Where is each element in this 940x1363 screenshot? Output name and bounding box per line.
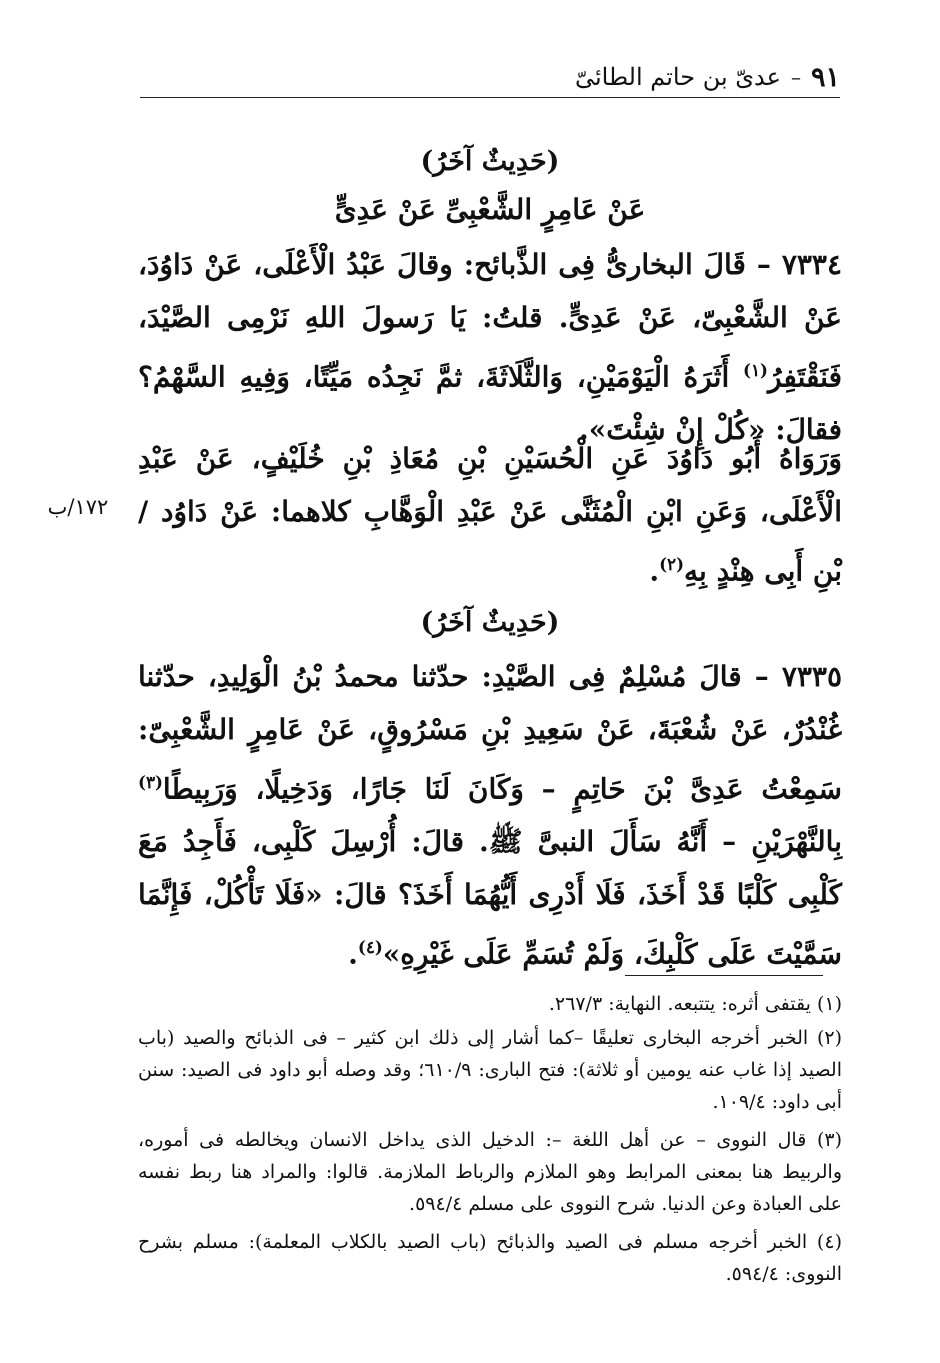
footnote-3: (٣) قال النووى – عن أهل اللغة –: الدخيل الذى يداخل الانسان ويخالطه فى أموره، والربيط هنا بمعنى المرابط وهو الملازم والرباط الملازمة. قالوا: والمراد هنا ربط نفسه على العبادة وعن الدنيا. شرح النووى على مسلم ٥٩٤/٤. [138,1129,842,1215]
narration-paragraph: وَرَوَاهُ أَبُو دَاوُدَ عَنِ الْحُسَيْنِ بْنِ مُعَاذِ بْنِ خُلَيْفٍ، عَنْ عَبْدِ الْأَعْلَى، وَعَنِ ابْنِ الْمُثَنَّى عَنْ عَبْدِ الْوَهَّابِ كلاهما: عَنْ دَاوُد / بْنِ أَبِى هِنْدٍ بِهِ$^{(٢)}$. [138,442,842,588]
footnote-marker: (١) [743,360,768,380]
footnote-1: (١) يقتفى أثره: يتتبعه. النهاية: ٢٦٧/٣. [548,993,842,1015]
running-title: عدىّ بن حاتم الطائىّ [574,63,781,91]
footnote-marker: (٤) [357,937,383,958]
page-header [140,55,840,99]
hadith-number: ٧٣٣٤ [781,248,842,281]
hadith-text: – قالَ مُسْلِمٌ فِى الصَّيْدِ: حدّثنا محمدُ بْنُ الْوَلِيدِ، حدّثنا غُنْدُرٌ، عَنْ شُعْبَةَ، عَنْ سَعِيدِ بْنِ مَسْرُوقٍ، عَنْ عَامِرٍ الشَّعْبِىّ: سَمِعْتُ عَدِىَّ بْنَ حَاتِمٍ – وَكَانَ لَنَا جَارًا، وَدَخِيلًا، وَرَبِيطًا [138,660,842,806]
margin-folio-note: ١٧٢/ب [47,495,109,519]
footnote-4: (٤) الخبر أخرجه مسلم فى الصيد والذبائح (باب الصيد بالكلاب المعلمة): مسلم بشرح النووى: ٥٩٤/٤. [138,1231,842,1285]
hadith-number: ٧٣٣٥ [781,660,842,693]
hadith-7335-paragraph: ٧٣٣٥ – قالَ مُسْلِمٌ فِى الصَّيْدِ: حدّثنا محمدُ بْنُ الْوَلِيدِ، حدّثنا غُنْدُرٌ، عَنْ شُعْبَةَ، عَنْ سَعِيدِ بْنِ مَسْرُوقٍ، عَنْ عَامِرٍ الشَّعْبِىّ: سَمِعْتُ عَدِىَّ بْنَ حَاتِمٍ – وَكَانَ لَنَا جَارًا، وَدَخِيلًا، وَرَبِيطًا$^{(٣)}$ بِالنَّهْرَيْنِ – أَنَّهُ سَأَلَ النبىَّ ﷺ. قالَ: أُرْسِلَ كَلْبِى، فَأَجِدُ مَعَ كَلْبِى كَلْبًا قَدْ أَخَذَ، فَلَا أَدْرِى أَيُّهُمَا أَخَذَ؟ قالَ: «فَلَا تَأْكُلْ، فَإِنَّمَا سَمَّيْتَ عَلَى كَلْبِكَ، وَلَمْ تُسَمِّ عَلَى غَيْرِهِ»$^{(٤)}$. [138,660,842,971]
section1-subheading: عَنْ عَامِرٍ الشَّعْبِىِّ عَنْ عَدِىٍّ [334,193,646,226]
footnote-marker: (٣) [138,772,163,792]
header-rule [140,97,840,98]
section2-heading: (حَدِيثٌ آخَرُ) [420,607,560,638]
narration-text: وَرَوَاهُ أَبُو دَاوُدَ عَنِ الْحُسَيْنِ بْنِ مُعَاذِ بْنِ خُلَيْفٍ، عَنْ عَبْدِ الْأَعْلَى، وَعَنِ ابْنِ الْمُثَنَّى عَنْ عَبْدِ الْوَهَّابِ كلاهما: عَنْ دَاوُد / بْنِ أَبِى هِنْدٍ بِهِ [138,442,842,588]
hadith-7334-paragraph [138,238,842,456]
footnote-2: (٢) الخبر أخرجه البخارى تعليقًا –كما أشار إلى ذلك ابن كثير – فى الذبائح والصيد (باب الصيد إذا غاب عنه يومين أو ثلاثة): فتح البارى: ٦١٠/٩؛ وقد وصله أبو داود فى الصيد: سنن أبى داود: ١٠٩/٤. [138,1027,842,1113]
footnote-marker: (٢) [659,554,685,574]
footnote-rule [625,975,823,976]
hadith-text-continued: أَثَرَهُ الْيَوْمَيْنِ، وَالثَّلَاثَةَ، ثمَّ نَجِدُه مَيِّتًا، وَفِيهِ السَّهْمُ؟ فقالَ: «كُلْ إِنْ شِئْتَ». [138,360,842,447]
section1-heading: (حَدِيثٌ آخَرُ) [420,146,560,177]
hadith-text-continued: بِالنَّهْرَيْنِ – أَنَّهُ سَأَلَ النبىَّ ﷺ. قالَ: أُرْسِلَ كَلْبِى، فَأَجِدُ مَعَ كَلْبِى كَلْبًا قَدْ أَخَذَ، فَلَا أَدْرِى أَيُّهُمَا أَخَذَ؟ قالَ: «فَلَا تَأْكُلْ، فَإِنَّمَا سَمَّيْتَ عَلَى كَلْبِكَ، وَلَمْ تُسَمِّ عَلَى غَيْرِهِ» [138,825,842,971]
hadith-text: – قَالَ البخارىُّ فِى الذَّبائح: وقالَ عَبْدُ الْأَعْلَى، عَنْ دَاوُدَ، عَنْ الشَّعْبِىّ، عَنْ عَدِىٍّ. قلتُ: يَا رَسولَ اللهِ نَرْمِى الصَّيْدَ، فَنَقْتَفِرُ [138,248,843,394]
header-separator: – [790,65,801,89]
page-number: ٩١ [810,61,840,93]
